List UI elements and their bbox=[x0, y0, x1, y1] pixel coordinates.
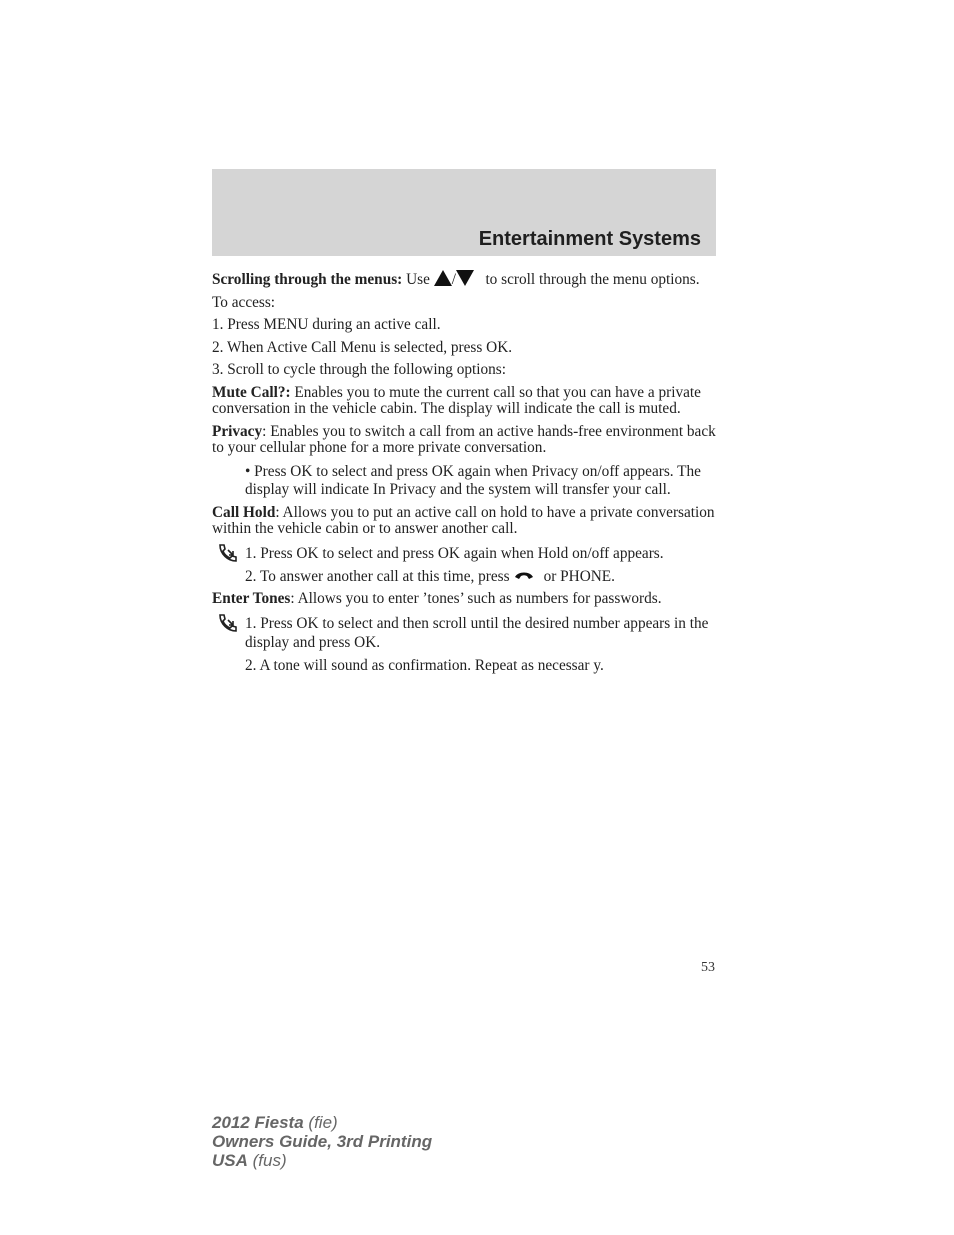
access-step-1: 1. Press MENU during an active call. bbox=[212, 316, 441, 333]
hold-step-2 bbox=[245, 569, 718, 586]
phone-step-icon bbox=[218, 544, 238, 562]
to-access: To access: bbox=[212, 293, 276, 311]
hold-text: : Allows you to put an active call on hold to have a private conversation within the vehicle cabin or to answer another call. bbox=[212, 503, 715, 537]
phone-step-icon bbox=[218, 614, 238, 632]
hold-step-2-text: 2. To answer another call at this time, press bbox=[245, 567, 510, 585]
handset-icon bbox=[514, 571, 534, 581]
scroll-paragraph bbox=[212, 270, 718, 289]
tones-step-2: 2. A tone will sound as confirmation. Repeat as necessar y. bbox=[245, 656, 604, 674]
scroll-use: Use bbox=[406, 271, 430, 288]
privacy-paragraph bbox=[212, 424, 718, 457]
privacy-text: : Enables you to switch a call from an active hands-free environment back to your cellular phone for a more private conversation. bbox=[212, 422, 716, 456]
tones-paragraph bbox=[212, 591, 718, 608]
scroll-text: to scroll through the menu options. bbox=[485, 271, 700, 288]
privacy-bullet: • Press OK to select and press OK again when Privacy on/off appears. The display will indicate In Privacy and the system will transfer your call. bbox=[245, 462, 701, 498]
scroll-slash: / bbox=[451, 271, 456, 288]
hold-step-1-row bbox=[212, 544, 718, 563]
section-header-band bbox=[212, 169, 716, 256]
privacy-label: Privacy bbox=[212, 422, 263, 440]
footer-line-3: USA (fus) bbox=[212, 1151, 287, 1170]
arrow-up-icon bbox=[434, 270, 452, 286]
tones-text: : Allows you to enter ’tones’ such as numbers for passwords. bbox=[290, 590, 662, 607]
scroll-label: Scrolling through the menus: bbox=[212, 271, 403, 288]
mute-text: Enables you to mute the current call so that you can have a private conversation in the vehicle cabin. The display will indicate the call is muted. bbox=[212, 383, 701, 417]
hold-step-2-end: or PHONE. bbox=[543, 567, 615, 585]
arrow-down-icon bbox=[456, 270, 474, 286]
page-content bbox=[212, 270, 718, 680]
footer-line-1: 2012 Fiesta (fie) bbox=[212, 1113, 338, 1132]
hold-step-1: 1. Press OK to select and press OK again when Hold on/off appears. bbox=[245, 544, 664, 562]
tones-label: Enter Tones bbox=[212, 590, 291, 607]
hold-label: Call Hold bbox=[212, 503, 276, 521]
mute-label: Mute Call?: bbox=[212, 383, 291, 401]
footer-line-2: Owners Guide, 3rd Printing bbox=[212, 1132, 433, 1151]
access-step-2: 2. When Active Call Menu is selected, press OK. bbox=[212, 338, 513, 356]
mute-paragraph bbox=[212, 385, 718, 418]
footer bbox=[212, 1113, 432, 1170]
access-step-3: 3. Scroll to cycle through the following options: bbox=[212, 361, 507, 378]
hold-paragraph bbox=[212, 505, 718, 538]
tones-step-1-row bbox=[212, 614, 718, 652]
page-number: 53 bbox=[701, 960, 715, 975]
tones-step-1: 1. Press OK to select and then scroll until the desired number appears in the display and press OK. bbox=[245, 614, 709, 651]
section-title: Entertainment Systems bbox=[478, 228, 701, 250]
